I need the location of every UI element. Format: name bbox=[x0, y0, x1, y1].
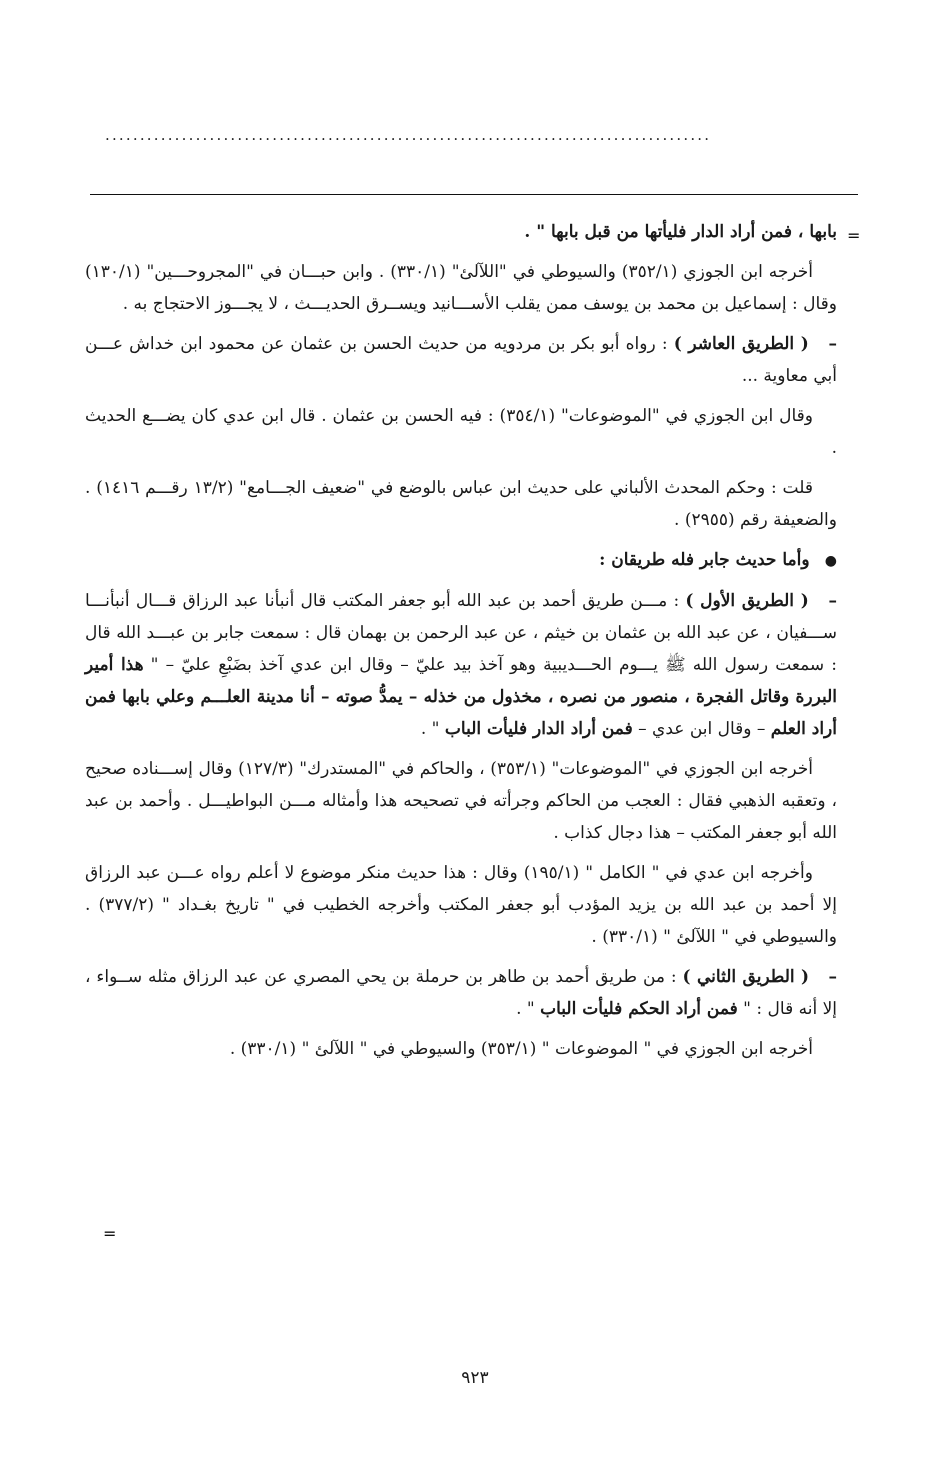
paragraph-takhrij-3: أخرجه ابن الجوزي في " الموضوعات " (٣٥٣/١) والسيوطي في " اللآلئ " (٣٣٠/١) . bbox=[229, 1039, 813, 1059]
paragraph-takhrij-1: أخرجه ابن الجوزي (٣٥٢/١) والسيوطي في "اللآلئ" (٣٣٠/١) . وابن حبـــان في "المجروحـــين" (١٣٠/١) وقال : إسماعيل بن محمد بن يوسف ممن يقلب الأســـانيد ويســرق الحديـــث ، لا يجـــوز الاحتجاج به . bbox=[85, 262, 837, 314]
paragraph-continuation bbox=[85, 216, 837, 248]
footnote-separator-rule bbox=[90, 194, 858, 195]
continued-hadith-text: بابها ، فمن أراد الدار فليأتها من قبل بابها " . bbox=[524, 222, 837, 242]
header-dotted-line: ....................................................................................... bbox=[105, 126, 712, 144]
paragraph-second-route bbox=[85, 961, 837, 1025]
paragraph-takhrij-2: أخرجه ابن الجوزي في "الموضوعات" (٣٥٣/١) ، والحاكم في "المستدرك" (١٢٧/٣) وقال إســـناده صحيح ، وتعقبه الذهبي فقال : العجب من الحاكم وجرأته في تصحيحه هذا وأمثاله مـــن البواطيـــل . وأحمد بن عبد الله أبو جعفر المكتب – هذا دجال كذاب . bbox=[85, 759, 837, 843]
tenth-route-text: : رواه أبو بكر بن مردويه من حديث الحسن بن عثمان عن محمود ابن خداش عـــن أبي معاوية ... bbox=[85, 334, 837, 386]
second-route-text: : من طريق أحمد بن طاهر بن حرملة بن يحي المصري عن عبد الرزاق مثله ســواء ، إلا أنه قال : " bbox=[85, 967, 837, 1019]
paragraph-albani: قلت : وحكم المحدث الألباني على حديث ابن عباس بالوضع في "ضعيف الجـــامع" (١٣/٢ رقـــم ١٤١٦) . والضعيفة رقم (٢٩٥٥) . bbox=[85, 478, 837, 530]
paragraph-ibn-adi: وأخرجه ابن عدي في " الكامل " (١٩٥/١) وقال : هذا حديث منكر موضوع لا أعلم رواه عـــن عبد الرزاق إلا أحمد بن عبد الله بن يزيد المؤدب أبو جعفر المكتب وأخرجه الخطيب في " تاريخ بغـداد " (٣٧٧/٢) . والسيوطي في " اللآلئ " (٣٣٠/١) . bbox=[85, 863, 837, 947]
first-route-note: – وقال ابن عدي – bbox=[632, 719, 771, 739]
paragraph-tenth-route bbox=[85, 328, 837, 392]
dash-mark: – bbox=[828, 591, 838, 611]
paragraph-jabir-heading bbox=[85, 544, 837, 577]
first-route-text: : مـــن طريق أحمد بن عبد الله أبو جعفر المكتب قال أنبأنا عبد الرزاق قـــال أنبأنـــا ســـفيان ، عن عبد الله بن عثمان بن خيثم ، عن عبد الرحمن بن بهمان قال : سمعت جابر بن عبـــد الله قال : سمعت رسول الله ﷺ يـــوم الحـــديبية وهو آخذ بيد عليّ – وقال ابن عدي آخذ بضَبْعِ عليّ – " bbox=[85, 591, 838, 675]
second-route-heading: ( الطريق الثاني ) bbox=[682, 967, 810, 987]
continuation-mark-top: = bbox=[847, 226, 861, 245]
tenth-route-heading: ( الطريق العاشر ) bbox=[673, 334, 809, 354]
second-route-close: " . bbox=[516, 999, 541, 1019]
first-route-hadith-end: فمن أراد الدار فليأت الباب bbox=[444, 719, 633, 739]
bullet-icon: ● bbox=[824, 553, 837, 569]
first-route-heading: ( الطريق الأول ) bbox=[685, 591, 809, 611]
page-number: ٩٢٣ bbox=[461, 1368, 489, 1388]
first-route-close: " . bbox=[420, 719, 445, 739]
second-route-hadith: فمن أراد الحكم فليأت الباب bbox=[540, 999, 738, 1019]
footnote-body bbox=[85, 216, 837, 1073]
dash-mark: – bbox=[828, 334, 838, 354]
jabir-heading-text: وأما حديث جابر فله طريقان : bbox=[599, 550, 810, 570]
paragraph-ibn-jawzi: وقال ابن الجوزي في "الموضوعات" (٣٥٤/١) : فيه الحسن بن عثمان . قال ابن عدي كان يضـــع الحديث . bbox=[85, 406, 837, 458]
paragraph-first-route bbox=[85, 585, 837, 745]
dash-mark: – bbox=[828, 967, 838, 987]
first-route-hadith: هذا أمير البررة وقاتل الفجرة ، منصور من نصره ، مخذول من خذله – يمدُّ صوته – أنا مدينة العلـــم وعلي بابها فمن أراد العلم bbox=[85, 655, 837, 739]
continuation-mark-bottom: = bbox=[103, 1224, 117, 1243]
